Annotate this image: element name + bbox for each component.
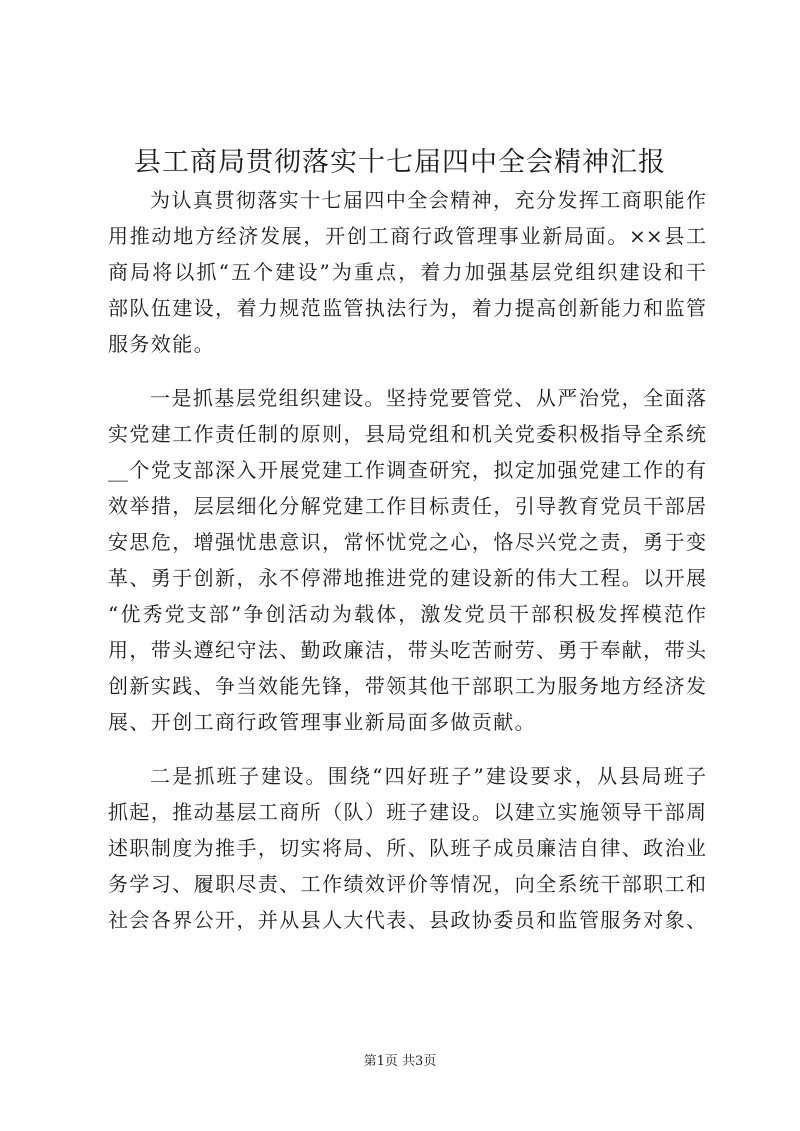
- text-line: 一是抓基层党组织建设。坚持党要管党、从严治党，全面落: [150, 386, 706, 410]
- text-line: 二是抓班子建设。围绕“四好班子”建设要求，从县局班子: [150, 764, 706, 788]
- text-line: 创新实践、争当效能先锋，带领其他干部职工为服务地方经济发: [108, 674, 706, 698]
- document-body: [108, 182, 706, 956]
- text-line: 安思危，增强忧患意识，常怀忧党之心，恪尽兴党之责，勇于变: [108, 530, 706, 554]
- text-line: 商局将以抓“五个建设”为重点，着力加强基层党组织建设和干: [108, 260, 706, 284]
- document-title: 县工商局贯彻落实十七届四中全会精神汇报: [134, 147, 666, 178]
- paragraph: [108, 182, 706, 362]
- paragraph: [108, 758, 706, 938]
- text-line: 述职制度为推手，切实将局、所、队班子成员廉洁自律、政治业: [108, 836, 706, 860]
- text-line: 展、开创工商行政管理事业新局面多做贡献。: [108, 710, 536, 734]
- text-line: 革、勇于创新，永不停滞地推进党的建设新的伟大工程。以开展: [108, 566, 706, 590]
- page-footer: 第1页 共3页: [363, 1054, 437, 1069]
- text-line: 效举措，层层细化分解党建工作目标责任，引导教育党员干部居: [108, 494, 706, 518]
- text-line: __个党支部深入开展党建工作调查研究，拟定加强党建工作的有: [108, 458, 706, 482]
- paragraph: [108, 380, 706, 740]
- text-line: 服务效能。: [108, 332, 215, 356]
- text-line: 实党建工作责任制的原则，县局党组和机关党委积极指导全系统: [108, 422, 706, 446]
- text-line: “优秀党支部”争创活动为载体，激发党员干部积极发挥模范作: [108, 602, 706, 626]
- text-line: 为认真贯彻落实十七届四中全会精神，充分发挥工商职能作: [150, 188, 706, 212]
- text-line: 用，带头遵纪守法、勤政廉洁，带头吃苦耐劳、勇于奉献，带头: [108, 638, 706, 662]
- text-line: 部队伍建设，着力规范监管执法行为，着力提高创新能力和监管: [108, 296, 706, 320]
- text-line: 用推动地方经济发展，开创工商行政管理事业新局面。××县工: [108, 224, 706, 248]
- text-line: 抓起，推动基层工商所（队）班子建设。以建立实施领导干部周: [108, 800, 706, 824]
- text-line: 社会各界公开，并从县人大代表、县政协委员和监管服务对象、: [108, 908, 706, 932]
- text-line: 务学习、履职尽责、工作绩效评价等情况，向全系统干部职工和: [108, 872, 706, 896]
